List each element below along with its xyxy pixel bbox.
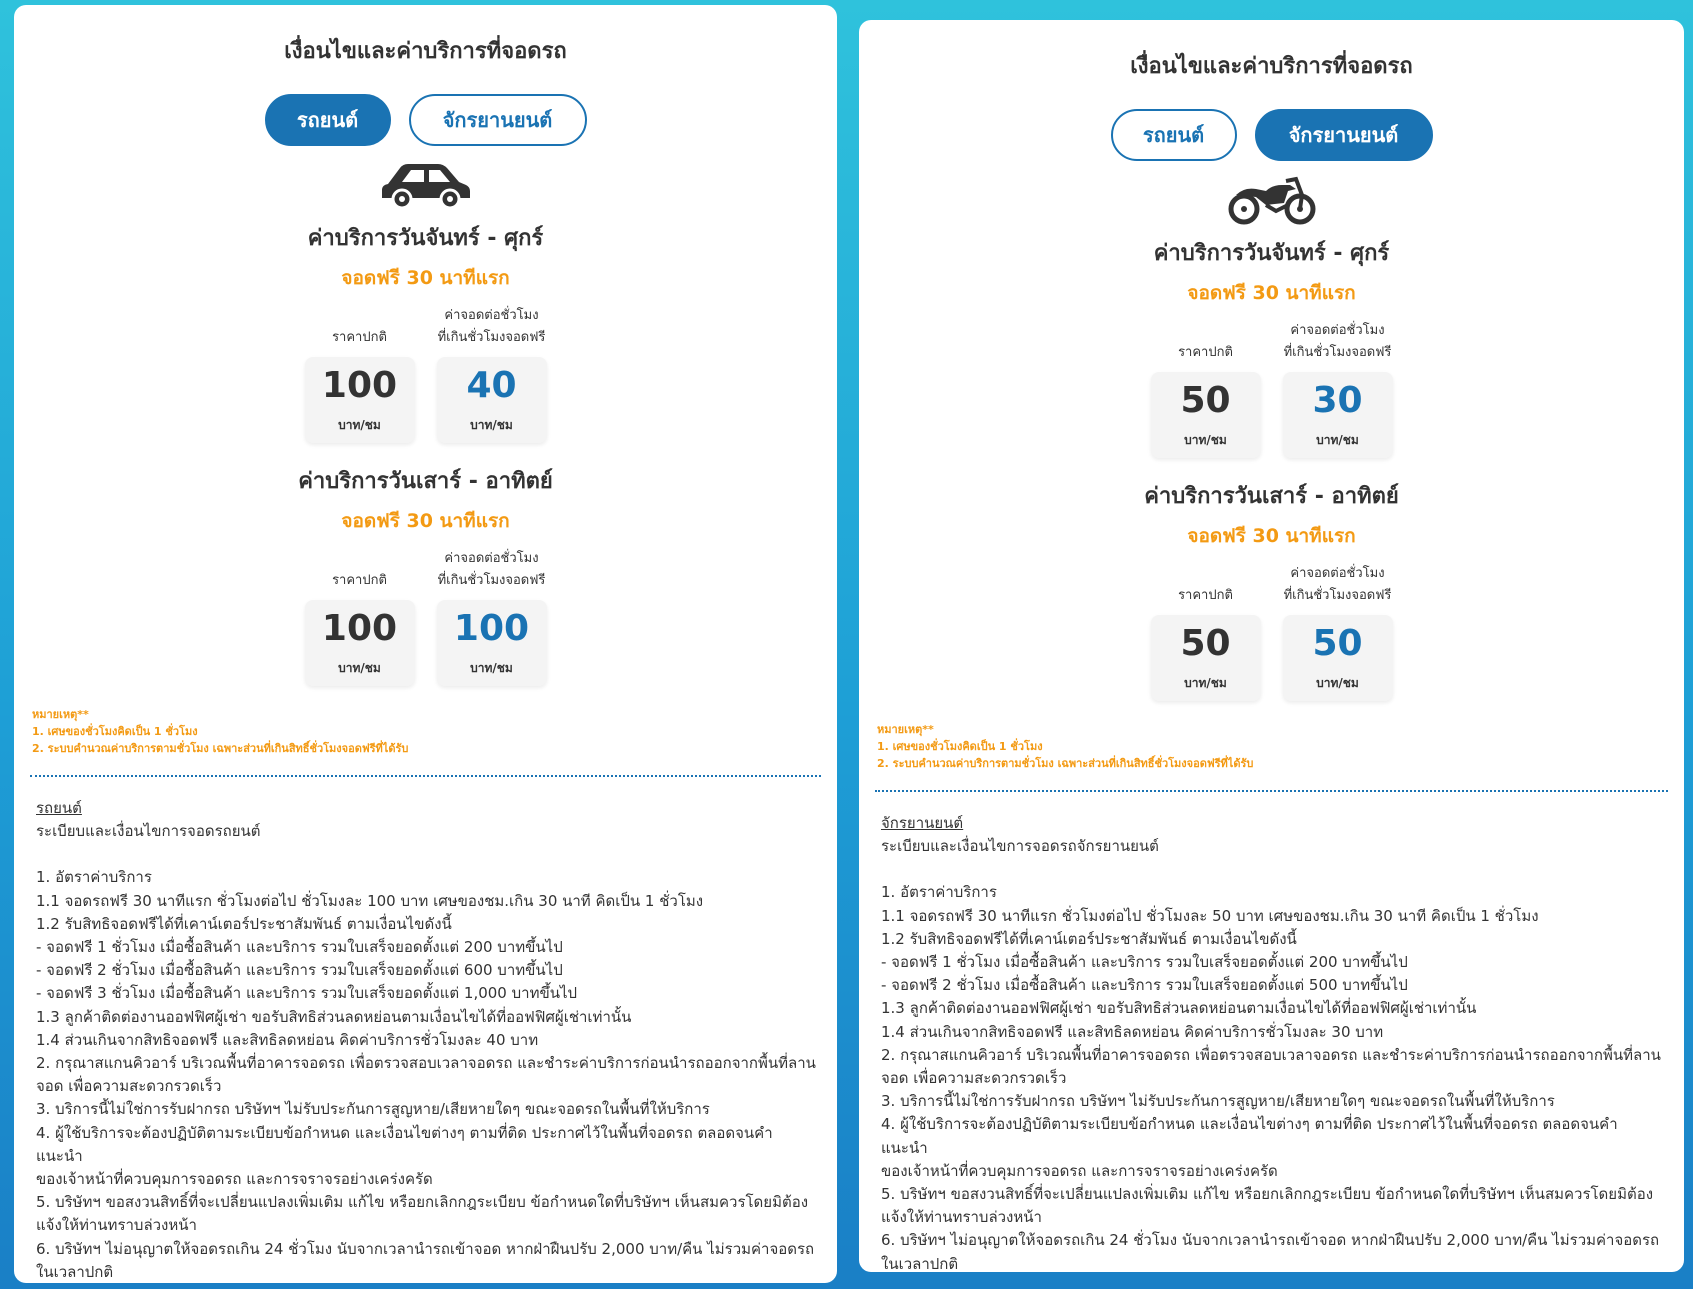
weekend-prices: [859, 563, 1684, 701]
terms-line: 1.2 รับสิทธิจอดฟรีได้ที่เคาน์เตอร์ประชาสัมพันธ์ ตามเงื่อนไขดังนี้: [36, 914, 452, 933]
terms-line: 3. บริการนี้ไม่ใช่การรับฝากรถ บริษัทฯ ไม่รับประกันการสูญหาย/เสียหายใดๆ ขณะจอดรถในพื้นที่ให้บริการ: [36, 1100, 710, 1119]
terms-line: 1.4 ส่วนเกินจากสิทธิจอดฟรี และสิทธิลดหย่อน คิดค่าบริการชั่วโมงละ 40 บาท: [36, 1030, 539, 1049]
vehicle-tabs: [859, 109, 1684, 161]
extra-price-box: [1283, 615, 1393, 701]
price-unit: บาท/ชม: [470, 660, 513, 675]
terms-line: 5. บริษัทฯ ขอสงวนสิทธิ์ที่จะเปลี่ยนแปลงเพิ่มเติม แก้ไข หรือยกเลิกกฎระเบียบ ข้อกำหนดใดที่บริษัทฯ เห็นสมควรโดยมิต้อง: [881, 1185, 1654, 1204]
notes: [859, 721, 1684, 772]
normal-price-value: 50: [1180, 379, 1231, 421]
terms-heading: รถยนต์: [36, 799, 82, 817]
terms-line: 1. อัตราค่าบริการ: [881, 883, 997, 902]
page-title: เงื่อนไขและค่าบริการที่จอดรถ: [1130, 54, 1413, 79]
weekday-title: ค่าบริการวันจันทร์ - ศุกร์: [1153, 241, 1390, 266]
tab-motorcycle[interactable]: จักรยานยนต์: [1255, 109, 1433, 161]
normal-price-value: 50: [1180, 622, 1231, 664]
extra-price-value: 30: [1312, 379, 1363, 421]
terms-line: ในเวลาปกติ: [36, 1262, 114, 1281]
terms-line: 2. กรุณาสแกนคิวอาร์ บริเวณพื้นที่อาคารจอดรถ เพื่อตรวจสอบเวลาจอดรถ และชำระค่าบริการก่อนนำรถออกจากพื้นที่ลาน: [881, 1045, 1661, 1064]
terms-line: ในเวลาปกติ: [881, 1254, 959, 1272]
weekend-extra-col: [437, 548, 547, 686]
price-unit: บาท/ชม: [1184, 675, 1227, 690]
terms-line: 3. บริการนี้ไม่ใช่การรับฝากรถ บริษัทฯ ไม่รับประกันการสูญหาย/เสียหายใดๆ ขณะจอดรถในพื้นที่ให้บริการ: [881, 1092, 1555, 1111]
extra-label-line2: ที่เกินชั่วโมงจอดฟรี: [437, 330, 546, 345]
tab-motorcycle[interactable]: จักรยานยนต์: [409, 94, 587, 146]
price-unit: บาท/ชม: [1316, 675, 1359, 690]
terms-line: 1. อัตราค่าบริการ: [36, 868, 152, 887]
price-unit: บาท/ชม: [470, 417, 513, 432]
price-unit: บาท/ชม: [1316, 432, 1359, 447]
terms-line: 1.2 รับสิทธิจอดฟรีได้ที่เคาน์เตอร์ประชาสัมพันธ์ ตามเงื่อนไขดังนี้: [881, 929, 1297, 948]
extra-label-line1: ค่าจอดต่อชั่วโมง: [1290, 323, 1385, 338]
terms-section: [14, 777, 837, 1283]
terms-line: แจ้งให้ท่านทราบล่วงหน้า: [881, 1208, 1042, 1227]
extra-label-line1: ค่าจอดต่อชั่วโมง: [1290, 566, 1385, 581]
weekend-free-text: จอดฟรี 30 นาทีแรก: [1187, 525, 1356, 547]
extra-label-line2: ที่เกินชั่วโมงจอดฟรี: [1283, 345, 1392, 360]
weekend-title: ค่าบริการวันเสาร์ - อาทิตย์: [298, 469, 553, 494]
weekend-normal-col: [305, 548, 415, 686]
terms-line: แจ้งให้ท่านทราบล่วงหน้า: [36, 1216, 197, 1235]
normal-price-box: [1151, 372, 1261, 458]
extra-price-value: 100: [453, 607, 530, 649]
terms-line: 6. บริษัทฯ ไม่อนุญาตให้จอดรถเกิน 24 ชั่วโมง นับจากเวลานำรถเข้าจอด หากฝ่าฝืนปรับ 2,000 บาท/คืน ไม่รวมค่าจอดรถ: [881, 1231, 1660, 1250]
normal-price-value: 100: [321, 607, 398, 649]
weekday-extra-col: [1283, 320, 1393, 458]
terms-subtitle: ระเบียบและเงื่อนไขการจอดรถยนต์: [36, 822, 261, 841]
price-unit: บาท/ชม: [1184, 432, 1227, 447]
terms-line: - จอดฟรี 1 ชั่วโมง เมื่อซื้อสินค้า และบริการ รวมใบเสร็จยอดตั้งแต่ 200 บาทขึ้นไป: [36, 938, 563, 957]
terms-line: จอด เพื่อความสะดวกรวดเร็ว: [36, 1077, 222, 1096]
terms-line: 1.3 ลูกค้าติดต่องานออฟฟิศผู้เช่า ขอรับสิทธิส่วนลดหย่อนตามเงื่อนไขได้ที่ออฟฟิศผู้เช่าเท่านั้น: [36, 1007, 632, 1026]
extra-price-box: [437, 600, 547, 686]
normal-price-box: [305, 600, 415, 686]
weekday-normal-col: [1151, 320, 1261, 458]
extra-price-label: [1284, 563, 1392, 607]
terms-line: 4. ผู้ใช้บริการจะต้องปฏิบัติตามระเบียบข้อกำหนด และเงื่อนไขต่างๆ ตามที่ติด ประกาศไว้ในพื้นที่จอดรถ ตลอดจนคำแนะนำ: [36, 1123, 773, 1165]
parking-panel-motorcycle: [859, 20, 1684, 1272]
note-item: 2. ระบบคำนวณค่าบริการตามชั่วโมง เฉพาะส่วนที่เกินสิทธิ์ชั่วโมงจอดฟรีที่ได้รับ: [877, 757, 1254, 770]
terms-line: 4. ผู้ใช้บริการจะต้องปฏิบัติตามระเบียบข้อกำหนด และเงื่อนไขต่างๆ ตามที่ติด ประกาศไว้ในพื้นที่จอดรถ ตลอดจนคำแนะนำ: [881, 1115, 1618, 1157]
normal-price-value: 100: [321, 364, 398, 406]
normal-price-box: [1151, 615, 1261, 701]
page-title: เงื่อนไขและค่าบริการที่จอดรถ: [284, 39, 567, 64]
motorcycle-icon: [859, 175, 1684, 225]
normal-price-label: ราคาปกติ: [1178, 588, 1233, 603]
terms-line: 1.4 ส่วนเกินจากสิทธิจอดฟรี และสิทธิลดหย่อน คิดค่าบริการชั่วโมงละ 30 บาท: [881, 1022, 1384, 1041]
notes-title: หมายเหตุ**: [877, 723, 934, 736]
weekday-title: ค่าบริการวันจันทร์ - ศุกร์: [307, 226, 544, 251]
notes-title: หมายเหตุ**: [32, 708, 89, 721]
normal-price-label: ราคาปกติ: [332, 330, 387, 345]
extra-label-line2: ที่เกินชั่วโมงจอดฟรี: [437, 573, 546, 588]
weekday-extra-col: [437, 305, 547, 443]
terms-line: - จอดฟรี 2 ชั่วโมง เมื่อซื้อสินค้า และบริการ รวมใบเสร็จยอดตั้งแต่ 600 บาทขึ้นไป: [36, 961, 563, 980]
note-item: 1. เศษของชั่วโมงคิดเป็น 1 ชั่วโมง: [877, 740, 1043, 753]
terms-line: 6. บริษัทฯ ไม่อนุญาตให้จอดรถเกิน 24 ชั่วโมง นับจากเวลานำรถเข้าจอด หากฝ่าฝืนปรับ 2,000 บาท/คืน ไม่รวมค่าจอดรถ: [36, 1239, 815, 1258]
extra-label-line1: ค่าจอดต่อชั่วโมง: [444, 308, 539, 323]
extra-price-label: [1284, 320, 1392, 364]
extra-price-box: [437, 357, 547, 443]
terms-line: 1.3 ลูกค้าติดต่องานออฟฟิศผู้เช่า ขอรับสิทธิส่วนลดหย่อนตามเงื่อนไขได้ที่ออฟฟิศผู้เช่าเท่านั้น: [881, 999, 1477, 1018]
terms-subtitle: ระเบียบและเงื่อนไขการจอดรถจักรยานยนต์: [881, 837, 1159, 856]
normal-price-box: [305, 357, 415, 443]
terms-line: 5. บริษัทฯ ขอสงวนสิทธิ์ที่จะเปลี่ยนแปลงเพิ่มเติม แก้ไข หรือยกเลิกกฎระเบียบ ข้อกำหนดใดที่บริษัทฯ เห็นสมควรโดยมิต้อง: [36, 1193, 809, 1212]
tab-car[interactable]: รถยนต์: [1111, 109, 1237, 161]
weekday-free-text: จอดฟรี 30 นาทีแรก: [1187, 282, 1356, 304]
parking-panel-car: [14, 5, 837, 1283]
weekend-prices: [14, 548, 837, 686]
price-unit: บาท/ชม: [338, 660, 381, 675]
extra-label-line1: ค่าจอดต่อชั่วโมง: [444, 551, 539, 566]
terms-line: 1.1 จอดรถฟรี 30 นาทีแรก ชั่วโมงต่อไป ชั่วโมงละ 100 บาท เศษของชม.เกิน 30 นาที คิดเป็น 1 ชั่วโมง: [36, 891, 704, 910]
normal-price-label: ราคาปกติ: [332, 573, 387, 588]
extra-label-line2: ที่เกินชั่วโมงจอดฟรี: [1283, 588, 1392, 603]
tab-car[interactable]: รถยนต์: [265, 94, 391, 146]
note-item: 1. เศษของชั่วโมงคิดเป็น 1 ชั่วโมง: [32, 725, 198, 738]
extra-price-value: 50: [1312, 622, 1363, 664]
note-item: 2. ระบบคำนวณค่าบริการตามชั่วโมง เฉพาะส่วนที่เกินสิทธิ์ชั่วโมงจอดฟรีที่ได้รับ: [32, 742, 409, 755]
weekday-normal-col: [305, 305, 415, 443]
weekend-free-text: จอดฟรี 30 นาทีแรก: [341, 510, 510, 532]
terms-heading: จักรยานยนต์: [881, 814, 964, 832]
price-unit: บาท/ชม: [338, 417, 381, 432]
weekend-title: ค่าบริการวันเสาร์ - อาทิตย์: [1144, 484, 1399, 509]
weekday-prices: [14, 305, 837, 443]
extra-price-value: 40: [466, 364, 517, 406]
vehicle-tabs: [14, 94, 837, 146]
extra-price-label: [438, 305, 546, 349]
terms-line: - จอดฟรี 3 ชั่วโมง เมื่อซื้อสินค้า และบริการ รวมใบเสร็จยอดตั้งแต่ 1,000 บาทขึ้นไป: [36, 984, 578, 1003]
terms-line: ของเจ้าหน้าที่ควบคุมการจอดรถ และการจราจรอย่างเคร่งครัด: [881, 1161, 1278, 1180]
terms-line: 1.1 จอดรถฟรี 30 นาทีแรก ชั่วโมงต่อไป ชั่วโมงละ 50 บาท เศษของชม.เกิน 30 นาที คิดเป็น 1 ชั่วโมง: [881, 906, 1539, 925]
extra-price-label: [438, 548, 546, 592]
terms-section: [859, 792, 1684, 1272]
terms-line: จอด เพื่อความสะดวกรวดเร็ว: [881, 1069, 1067, 1088]
weekend-extra-col: [1283, 563, 1393, 701]
notes: [14, 706, 837, 757]
terms-line: ของเจ้าหน้าที่ควบคุมการจอดรถ และการจราจรอย่างเคร่งครัด: [36, 1170, 433, 1189]
weekend-normal-col: [1151, 563, 1261, 701]
extra-price-box: [1283, 372, 1393, 458]
weekday-prices: [859, 320, 1684, 458]
terms-line: 2. กรุณาสแกนคิวอาร์ บริเวณพื้นที่อาคารจอดรถ เพื่อตรวจสอบเวลาจอดรถ และชำระค่าบริการก่อนนำรถออกจากพื้นที่ลาน: [36, 1054, 816, 1073]
terms-line: - จอดฟรี 1 ชั่วโมง เมื่อซื้อสินค้า และบริการ รวมใบเสร็จยอดตั้งแต่ 200 บาทขึ้นไป: [881, 953, 1408, 972]
terms-line: - จอดฟรี 2 ชั่วโมง เมื่อซื้อสินค้า และบริการ รวมใบเสร็จยอดตั้งแต่ 500 บาทขึ้นไป: [881, 976, 1408, 995]
normal-price-label: ราคาปกติ: [1178, 345, 1233, 360]
weekday-free-text: จอดฟรี 30 นาทีแรก: [341, 267, 510, 289]
car-icon: [14, 160, 837, 210]
